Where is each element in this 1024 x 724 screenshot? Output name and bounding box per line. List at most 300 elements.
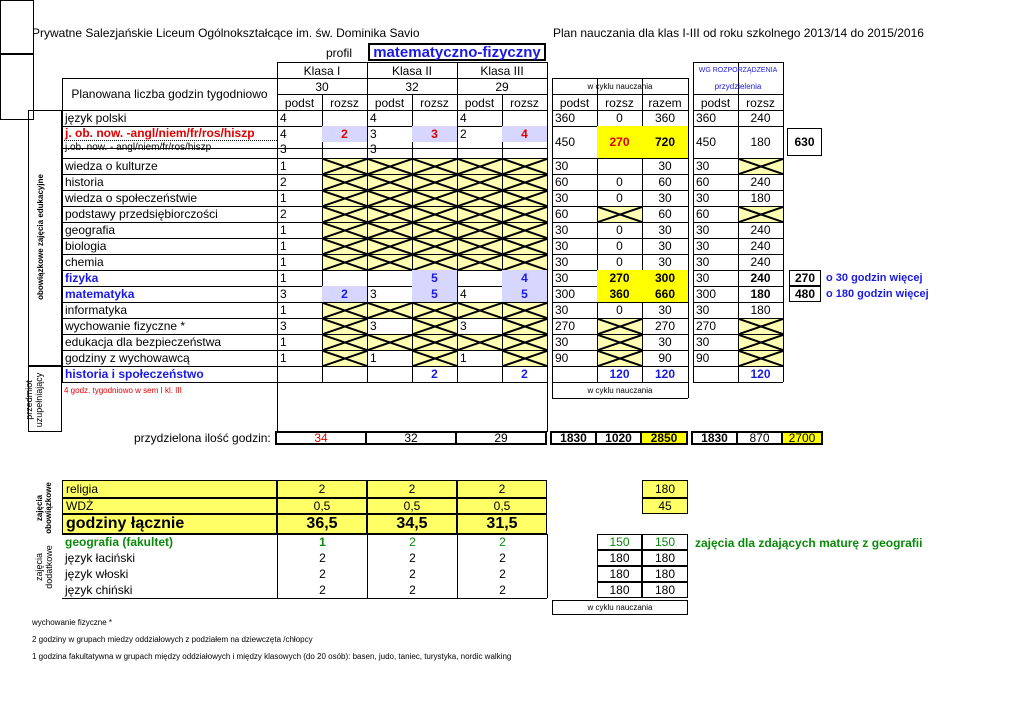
wg-wp: 30 (696, 255, 710, 269)
col-rozsz: rozsz (330, 95, 359, 110)
cell-k1r (322, 366, 367, 382)
crossed-cell (413, 207, 457, 222)
row-name: j.ob. now. - angl/niem/fr/ros/hiszp (65, 142, 212, 153)
footnote-2: 2 godziny w grupach miedzy oddziałowych z podziałem na dziewczęta /chłopcy (32, 635, 313, 644)
total-k1: 34 (275, 431, 367, 445)
cell-k1r (322, 110, 367, 126)
extra-name: geografia (fakultet) (65, 535, 174, 549)
title-label: Planowana liczba godzin tygodniowo (71, 87, 268, 101)
wg-wp: 60 (696, 207, 710, 221)
cycle-cp: 90 (555, 351, 569, 365)
total-k2: 32 (365, 431, 457, 445)
plan-title: Plan nauczania dla klas I-III od roku szkolnego 2013/14 do 2015/2016 (553, 26, 924, 40)
extra-c2: 180 (642, 550, 688, 566)
wg-wp: 450 (696, 135, 717, 149)
crossed-cell (413, 239, 457, 254)
cycle-cz: 720 (642, 126, 688, 158)
cycle-cz: 30 (658, 239, 672, 253)
side-box-oblig2 (0, 0, 34, 54)
crossed-cell (458, 335, 502, 350)
extra-k2: 2 (367, 566, 457, 582)
cell-k2r: 5 (412, 270, 457, 286)
crossed-cell (458, 239, 502, 254)
cycle-cz: 60 (658, 175, 672, 189)
cycle-cp (552, 366, 597, 382)
crossed-cell (458, 175, 502, 190)
grid-line (547, 534, 548, 598)
extra-k3: 2 (457, 566, 547, 582)
col-podst: podst (374, 95, 405, 110)
grid-line (783, 62, 784, 110)
col-razem: razem (648, 95, 682, 110)
lower-k2: 0,5 (367, 498, 457, 514)
extra-name: język chiński (65, 583, 133, 597)
crossed-cell (413, 159, 457, 174)
lower-cycle: 45 (642, 498, 688, 514)
cycle-cp: 30 (555, 223, 569, 237)
cell-k1p: 1 (280, 255, 287, 269)
cell-k1p: 1 (280, 159, 287, 173)
side-label-oblig2: zajęcia obowiązkowe (35, 482, 53, 534)
cell-k3r: 2 (521, 367, 528, 381)
wg-wp: 30 (696, 271, 710, 285)
lower-k1: 2 (277, 480, 367, 498)
cycle-cp: 360 (555, 111, 576, 125)
cycle-cr: 0 (616, 175, 623, 189)
cycle-cz: 30 (658, 335, 672, 349)
crossed-cell (458, 159, 502, 174)
wg-wp: 30 (696, 191, 710, 205)
cell-k3p: 1 (460, 351, 467, 365)
crossed-cell (413, 351, 457, 366)
cycle-cr: 0 (616, 191, 623, 205)
cycle-cp: 60 (555, 207, 569, 221)
crossed-cell (323, 239, 367, 254)
total-cp: 1830 (550, 431, 597, 445)
extra-k1: 2 (277, 566, 367, 582)
cell-k1p: 3 (280, 287, 287, 301)
wg-wp: 30 (696, 239, 710, 253)
crossed-cell (413, 175, 457, 190)
cell-k3r: 4 (502, 126, 547, 142)
crossed-cell (323, 303, 367, 318)
cell-k1p: 4 (280, 111, 287, 125)
crossed-cell (503, 207, 547, 222)
cell-k1p: 1 (280, 335, 287, 349)
wg-wr: 180 (750, 191, 771, 205)
crossed-cell (503, 303, 547, 318)
grid-line (62, 534, 547, 535)
row-name: chemia (65, 255, 104, 269)
wg-wp: 360 (696, 111, 717, 125)
crossed-cell (503, 223, 547, 238)
cycle-cz: 30 (658, 223, 672, 237)
crossed-cell (739, 159, 783, 174)
crossed-cell (368, 223, 412, 238)
col-podst: podst (559, 95, 590, 110)
wg-wr: 180 (750, 303, 771, 317)
row-name: język polski (65, 111, 127, 125)
lower-k2: 34,5 (367, 514, 457, 534)
cell-k1p: 1 (280, 271, 287, 285)
wg-label: WG ROZPORZĄDZENIA (698, 67, 778, 74)
crossed-cell (503, 239, 547, 254)
crossed-cell (323, 191, 367, 206)
crossed-cell (503, 335, 547, 350)
grid-line (688, 78, 689, 110)
profil-value: matematyczno-fizyczny (368, 43, 546, 61)
extra-c2: 180 (642, 582, 688, 598)
crossed-cell (413, 223, 457, 238)
crossed-cell (323, 319, 367, 334)
extra-k2: 2 (367, 550, 457, 566)
extra-k1: 2 (277, 582, 367, 598)
extra-note: zajęcia dla zdających maturę z geografii (695, 536, 923, 550)
lower-k3: 0,5 (457, 498, 547, 514)
col-rozsz: rozsz (746, 95, 775, 110)
class-name: Klasa I (303, 63, 341, 78)
cycle-cz: 300 (642, 270, 688, 286)
cycle-label: w cyklu nauczania (587, 81, 653, 91)
extra-total: 630 (787, 128, 822, 156)
cell-k1p: 4 (280, 127, 287, 141)
class-hours: 29 (495, 79, 509, 94)
cell-k3r (502, 142, 547, 155)
crossed-cell (413, 303, 457, 318)
grid-line (783, 110, 784, 382)
class-hours: 30 (315, 79, 329, 94)
crossed-cell (598, 207, 642, 222)
cell-k2p (367, 270, 412, 286)
row-name: podstawy przedsiębiorczości (65, 207, 218, 221)
cycle-cp: 30 (555, 159, 569, 173)
total-cz: 2850 (640, 431, 688, 445)
przydz-label: przydzielenia (714, 81, 762, 91)
crossed-cell (598, 335, 642, 350)
crossed-cell (368, 303, 412, 318)
extra-k3: 2 (457, 550, 547, 566)
cell-k3p: 4 (460, 287, 467, 301)
cycle-cz: 120 (654, 367, 676, 381)
side-label-suppl: przedmiot uzupełniający (24, 372, 44, 428)
cycle-cr: 0 (616, 223, 623, 237)
cell-k3r: 5 (502, 286, 547, 302)
col-rozsz: rozsz (510, 95, 539, 110)
grid-line (547, 366, 548, 432)
row-name: informatyka (65, 303, 128, 317)
wg-wp: 60 (696, 175, 710, 189)
cycle-cp: 30 (555, 191, 569, 205)
lower-cycle: 180 (642, 480, 688, 498)
lower-k1: 36,5 (277, 514, 367, 534)
lower-k3: 31,5 (457, 514, 547, 534)
lower-name: godziny łącznie (62, 514, 277, 534)
cycle-cp: 450 (555, 135, 576, 149)
grid-line (693, 382, 783, 383)
col-rozsz: rozsz (420, 95, 449, 110)
crossed-cell (323, 255, 367, 270)
cell-k2p: 1 (370, 351, 377, 365)
crossed-cell (458, 303, 502, 318)
cell-k2r: 3 (412, 126, 457, 142)
cycle-cz: 30 (658, 255, 672, 269)
extra-c2: 180 (642, 566, 688, 582)
wg-wr: 240 (750, 175, 771, 189)
grid-line (547, 110, 548, 382)
row-name: historia (65, 175, 104, 189)
grid-line (62, 598, 547, 599)
wg-wp: 270 (696, 319, 717, 333)
crossed-cell (458, 207, 502, 222)
cycle-cr (597, 158, 642, 174)
wg-wr: 240 (750, 223, 771, 237)
grid-line (688, 366, 689, 398)
class-name: Klasa II (391, 63, 433, 78)
school-name: Prywatne Salezjańskie Liceum Ogólnokształcące im. św. Dominika Savio (32, 26, 420, 40)
cell-k2p (367, 366, 412, 382)
cycle-cr: 0 (616, 303, 623, 317)
cell-k3p (457, 270, 502, 286)
cycle-cz: 90 (658, 351, 672, 365)
extra-c1: 180 (597, 582, 642, 598)
crossed-cell (503, 351, 547, 366)
extra-total: 270 (789, 270, 821, 286)
grid-line (547, 62, 548, 110)
crossed-cell (739, 335, 783, 350)
cell-k2p: 3 (370, 141, 377, 156)
cycle-cr: 120 (609, 367, 630, 381)
cell-k1p: 1 (280, 191, 287, 205)
extra-total: 480 (789, 286, 821, 302)
extra-k2: 2 (367, 582, 457, 598)
row-name: wychowanie fizyczne * (65, 319, 186, 333)
total-wz: 2700 (781, 431, 823, 445)
grid-line (688, 110, 689, 382)
row-name: godziny z wychowawcą (65, 351, 190, 365)
profil-label: profil (326, 46, 353, 60)
crossed-cell (413, 319, 457, 334)
cell-k2p: 3 (370, 127, 377, 141)
cell-k1r (322, 270, 367, 286)
wg-wp: 30 (696, 335, 710, 349)
wg-wp: 30 (696, 303, 710, 317)
crossed-cell (368, 159, 412, 174)
cycle-cz: 270 (654, 319, 676, 333)
crossed-cell (368, 335, 412, 350)
crossed-cell (368, 175, 412, 190)
crossed-cell (368, 207, 412, 222)
cell-k2r (412, 110, 457, 126)
cell-k2p: 3 (370, 319, 377, 333)
cycle-cz: 30 (658, 191, 672, 205)
extra-c1: 180 (597, 566, 642, 582)
crossed-cell (323, 351, 367, 366)
wg-wp: 30 (696, 223, 710, 237)
cycle-cp: 30 (555, 303, 569, 317)
cycle-cr: 0 (616, 239, 623, 253)
extra-k3: 2 (457, 534, 547, 550)
extra-c2: 150 (642, 534, 688, 550)
cell-k2r: 2 (431, 367, 438, 381)
row-note: o 30 godzin więcej (826, 272, 923, 284)
cycle-cz: 30 (658, 303, 672, 317)
extra-c1: 180 (597, 550, 642, 566)
cycle-cr: 0 (616, 111, 623, 125)
crossed-cell (739, 319, 783, 334)
row-name: edukacja dla bezpieczeństwa (65, 335, 222, 349)
crossed-cell (323, 207, 367, 222)
crossed-cell (368, 255, 412, 270)
cell-k1r: 2 (322, 126, 367, 142)
wg-wr: 180 (750, 135, 771, 149)
cycle-cp: 300 (555, 287, 576, 301)
cycle-cp: 60 (555, 175, 569, 189)
lower-k2: 2 (367, 480, 457, 498)
crossed-cell (323, 223, 367, 238)
extra-name: język łaciński (65, 551, 136, 565)
cycle-label: w cyklu nauczania (587, 385, 653, 395)
wg-wp: 90 (696, 351, 710, 365)
cell-k1p: 3 (280, 319, 287, 333)
wg-wr: 240 (750, 239, 771, 253)
col-podst: podst (464, 95, 495, 110)
row-name: wiedza o kulturze (65, 159, 158, 173)
crossed-cell (598, 351, 642, 366)
total-cr: 1020 (595, 431, 642, 445)
wg-wr: 240 (750, 255, 771, 269)
row-name: geografia (65, 223, 116, 237)
cycle-cr: 0 (616, 255, 623, 269)
cycle-cz: 60 (658, 207, 672, 221)
cell-k1p (277, 366, 322, 382)
cycle-cp: 30 (555, 335, 569, 349)
cell-k1p: 1 (280, 351, 287, 365)
wg-wp: 300 (696, 287, 717, 301)
cell-k3p: 2 (460, 127, 467, 141)
cell-k1p: 1 (280, 239, 287, 253)
cycle-cr: 270 (597, 126, 642, 158)
cell-k2r: 5 (412, 286, 457, 302)
row-name: fizyka (65, 271, 99, 285)
wg-wr: 240 (750, 111, 771, 125)
crossed-cell (323, 159, 367, 174)
grid-line (62, 78, 277, 79)
grid-line (552, 398, 688, 399)
cell-k1r: 2 (322, 286, 367, 302)
cycle-label: w cyklu nauczania (552, 600, 688, 615)
crossed-cell (368, 191, 412, 206)
row-name: historia i społeczeństwo (65, 367, 204, 381)
total-label: przydzielona ilość godzin: (134, 431, 271, 445)
total-wp: 1830 (691, 431, 738, 445)
cell-k1p: 2 (280, 175, 287, 189)
extra-k1: 2 (277, 550, 367, 566)
cycle-cr: 270 (597, 270, 642, 286)
crossed-cell (503, 255, 547, 270)
crossed-cell (503, 159, 547, 174)
class-name: Klasa III (480, 63, 524, 78)
lower-k3: 2 (457, 480, 547, 498)
cycle-cp: 30 (555, 271, 569, 285)
row-note: o 180 godzin więcej (826, 288, 929, 300)
cycle-cz: 360 (654, 111, 676, 125)
crossed-cell (503, 191, 547, 206)
suppl-note: 4 godz. tygodniowo w sem I kl. III (64, 386, 182, 395)
crossed-cell (598, 319, 642, 334)
col-podst: podst (284, 95, 315, 110)
crossed-cell (458, 255, 502, 270)
cell-k3r (502, 110, 547, 126)
cell-k3p: 4 (460, 111, 467, 125)
total-k3: 29 (455, 431, 547, 445)
cell-k2p: 3 (370, 287, 377, 301)
crossed-cell (413, 191, 457, 206)
cycle-cp: 30 (555, 255, 569, 269)
crossed-cell (323, 175, 367, 190)
cell-k2p: 4 (370, 111, 377, 125)
side-label-oblig: obowiązkowe zajęcia edukacyjne (36, 174, 45, 300)
wg-wp: 30 (696, 159, 710, 173)
cell-k3p (457, 142, 502, 155)
wg-wr: 180 (750, 287, 771, 301)
cell-k1p: 2 (280, 207, 287, 221)
cycle-cp: 270 (555, 319, 576, 333)
cell-k1p: 1 (280, 223, 287, 237)
col-rozsz: rozsz (605, 95, 634, 110)
lower-name: religia (62, 480, 277, 498)
crossed-cell (503, 319, 547, 334)
wg-wr: 120 (750, 367, 771, 381)
extra-name: język włoski (65, 567, 129, 581)
cell-k3p: 3 (460, 319, 467, 333)
cell-k1p: 3 (280, 141, 287, 156)
crossed-cell (503, 175, 547, 190)
extra-k3: 2 (457, 582, 547, 598)
row-name: j. ob. now. -angl/niem/fr/ros/hiszp (62, 126, 277, 141)
cell-k3r: 4 (502, 270, 547, 286)
row-name: matematyka (65, 287, 135, 301)
grid-line (62, 382, 547, 383)
extra-k1: 1 (277, 534, 367, 550)
extra-k2: 2 (367, 534, 457, 550)
cycle-cr: 360 (597, 286, 642, 302)
cell-k1r (322, 142, 367, 155)
footnote-1: wychowanie fizyczne * (32, 618, 113, 627)
crossed-cell (413, 255, 457, 270)
footnote-3: 1 godzina fakultatywna w grupach między oddziałowych i między klasowych (do 20 osób): basen, judo, taniec, turystyka, nordic walking (32, 652, 512, 661)
side-label-extra: zajęcia dodatkowe (34, 545, 54, 589)
total-wr: 870 (736, 431, 783, 445)
crossed-cell (323, 335, 367, 350)
crossed-cell (458, 223, 502, 238)
cycle-cz: 30 (658, 159, 672, 173)
lower-name: WDŻ (62, 498, 277, 514)
cycle-cp: 30 (555, 239, 569, 253)
col-podst: podst (700, 95, 731, 110)
extra-c1: 150 (597, 534, 642, 550)
crossed-cell (739, 351, 783, 366)
row-name: wiedza o społeczeństwie (65, 191, 198, 205)
crossed-cell (458, 191, 502, 206)
cell-k3p (457, 366, 502, 382)
cell-k2r (412, 142, 457, 155)
crossed-cell (739, 207, 783, 222)
lower-k1: 0,5 (277, 498, 367, 514)
cell-k1p: 1 (280, 303, 287, 317)
cycle-cz: 660 (642, 286, 688, 302)
wg-wp (693, 366, 738, 382)
crossed-cell (413, 335, 457, 350)
